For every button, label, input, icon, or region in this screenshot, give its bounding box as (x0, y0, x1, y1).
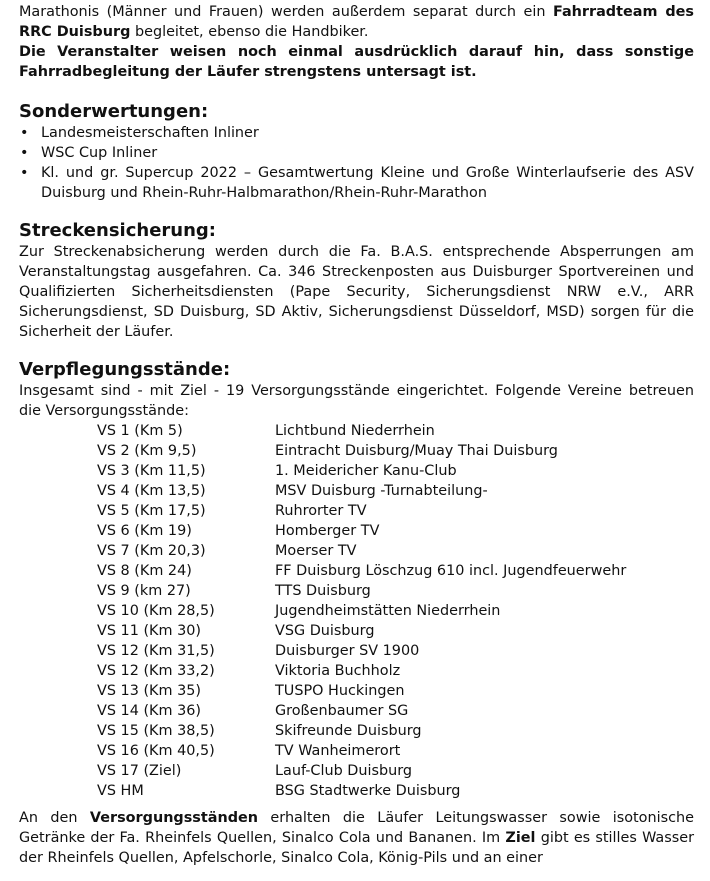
station-club: Ruhrorter TV (275, 503, 367, 519)
closing-text-2: erhalten die Läufer Leitungswasser sowie isotonische Getränke der Fa. Rheinfels Quellen, Sinalco Cola und Bananen. Im (19, 810, 694, 846)
verpflegung-intro: Insgesamt sind - mit Ziel - 19 Versorgungsstände eingerichtet. Folgende Vereine betreuen die Versorgungsstände: (19, 383, 694, 419)
intro-text-end: begleitet, ebenso die Handbiker. (130, 24, 369, 40)
table-row (97, 521, 694, 541)
station-club: Lichtbund Niederrhein (275, 423, 435, 439)
table-row (97, 461, 694, 481)
station-club: Großenbaumer SG (275, 703, 409, 719)
station-club: VSG Duisburg (275, 623, 375, 639)
station-id: VS HM (97, 783, 144, 799)
table-row (97, 741, 694, 761)
station-id: VS 13 (Km 35) (97, 683, 202, 699)
station-club: Homberger TV (275, 523, 380, 539)
list-item (19, 163, 694, 203)
table-row (97, 781, 694, 801)
station-id: VS 14 (Km 36) (97, 703, 202, 719)
closing-bold-1: Versorgungsständen (89, 810, 259, 826)
station-id: VS 5 (Km 17,5) (97, 503, 206, 519)
station-id: VS 4 (Km 13,5) (97, 483, 206, 499)
table-row (97, 441, 694, 461)
station-club: Viktoria Buchholz (275, 663, 401, 679)
table-row (97, 581, 694, 601)
station-id: VS 3 (Km 11,5) (97, 463, 206, 479)
station-id: VS 16 (Km 40,5) (97, 743, 215, 759)
station-id: VS 12 (Km 31,5) (97, 643, 215, 659)
intro-text-bold: Fahrradteam des RRC Duisburg (19, 4, 694, 40)
station-id: VS 9 (km 27) (97, 583, 191, 599)
table-row (97, 421, 694, 441)
bullet-icon: • (20, 165, 29, 181)
table-row (97, 721, 694, 741)
list-item-text: Landesmeisterschaften Inliner (41, 125, 259, 141)
station-club: Moerser TV (275, 543, 357, 559)
streckensicherung-text: Zur Streckenabsicherung werden durch die Fa. B.A.S. entsprechende Absperrungen am Veranstaltungstag ausgefahren. Ca. 346 Streckenposten aus Duisburger Sportvereinen und Qualifizierten Sicherheitsdiensten (Pape Security, Sicherungsdienst NRW e.V., ARR Sicherungsdienst, SD Duisburg, SD Aktiv, Sicherungsdienst Düsseldorf, MSD) sorgen für die Sicherheit der Läufer. (19, 244, 694, 340)
table-row (97, 641, 694, 661)
station-id: VS 12 (Km 33,2) (97, 663, 215, 679)
verpflegung-heading: Verpflegungsstände: (19, 359, 231, 380)
list-item-text: WSC Cup Inliner (41, 145, 158, 161)
station-id: VS 17 (Ziel) (97, 763, 182, 779)
station-id: VS 8 (Km 24) (97, 563, 192, 579)
station-club: BSG Stadtwerke Duisburg (275, 783, 461, 799)
streckensicherung-heading: Streckensicherung: (19, 220, 216, 241)
station-club: MSV Duisburg -Turnabteilung- (275, 483, 488, 499)
station-club: TV Wanheimerort (275, 743, 401, 759)
table-row (97, 761, 694, 781)
bike-notice: Die Veranstalter weisen noch einmal ausdrücklich darauf hin, dass sonstige Fahrradbegleitung der Läufer strengstens untersagt ist. (19, 44, 694, 80)
table-row (97, 601, 694, 621)
table-row (97, 661, 694, 681)
document-page (19, 0, 694, 868)
station-id: VS 15 (Km 38,5) (97, 723, 215, 739)
station-club: Skifreunde Duisburg (275, 723, 422, 739)
table-row (97, 541, 694, 561)
station-table (97, 421, 694, 801)
table-row (97, 481, 694, 501)
table-row (97, 701, 694, 721)
table-row (97, 681, 694, 701)
station-id: VS 1 (Km 5) (97, 423, 183, 439)
closing-paragraph (19, 808, 694, 868)
list-item (19, 143, 694, 163)
station-club: 1. Meidericher Kanu-Club (275, 463, 457, 479)
station-id: VS 11 (Km 30) (97, 623, 202, 639)
station-club: TUSPO Huckingen (275, 683, 405, 699)
sonderwertungen-heading: Sonderwertungen: (19, 101, 209, 122)
sonderwertungen-list (19, 123, 694, 203)
bullet-icon: • (20, 125, 29, 141)
intro-paragraph (19, 2, 694, 42)
station-club: Lauf-Club Duisburg (275, 763, 413, 779)
station-id: VS 6 (Km 19) (97, 523, 192, 539)
station-club: Eintracht Duisburg/Muay Thai Duisburg (275, 443, 558, 459)
station-club: TTS Duisburg (275, 583, 371, 599)
station-club: Jugendheimstätten Niederrhein (275, 603, 501, 619)
list-item-text: Kl. und gr. Supercup 2022 – Gesamtwertung Kleine und Große Winterlaufserie des ASV Duisburg und Rhein-Ruhr-Halbmarathon/Rhein-Ruhr-Marathon (41, 165, 694, 201)
table-row (97, 561, 694, 581)
closing-text-1: An den (19, 810, 90, 826)
table-row (97, 621, 694, 641)
station-id: VS 2 (Km 9,5) (97, 443, 197, 459)
intro-text-start: Marathonis (Männer und Frauen) werden außerdem separat durch ein (19, 4, 553, 20)
closing-text-3: gibt es stilles Wasser der Rheinfels Quellen, Apfelschorle, Sinalco Cola, König-Pils und an einer (19, 830, 694, 866)
closing-bold-2: Ziel (505, 830, 536, 846)
station-id: VS 10 (Km 28,5) (97, 603, 215, 619)
station-club: FF Duisburg Löschzug 610 incl. Jugendfeuerwehr (275, 563, 627, 579)
table-row (97, 501, 694, 521)
list-item (19, 123, 694, 143)
station-id: VS 7 (Km 20,3) (97, 543, 206, 559)
bullet-icon: • (20, 145, 29, 161)
station-club: Duisburger SV 1900 (275, 643, 420, 659)
